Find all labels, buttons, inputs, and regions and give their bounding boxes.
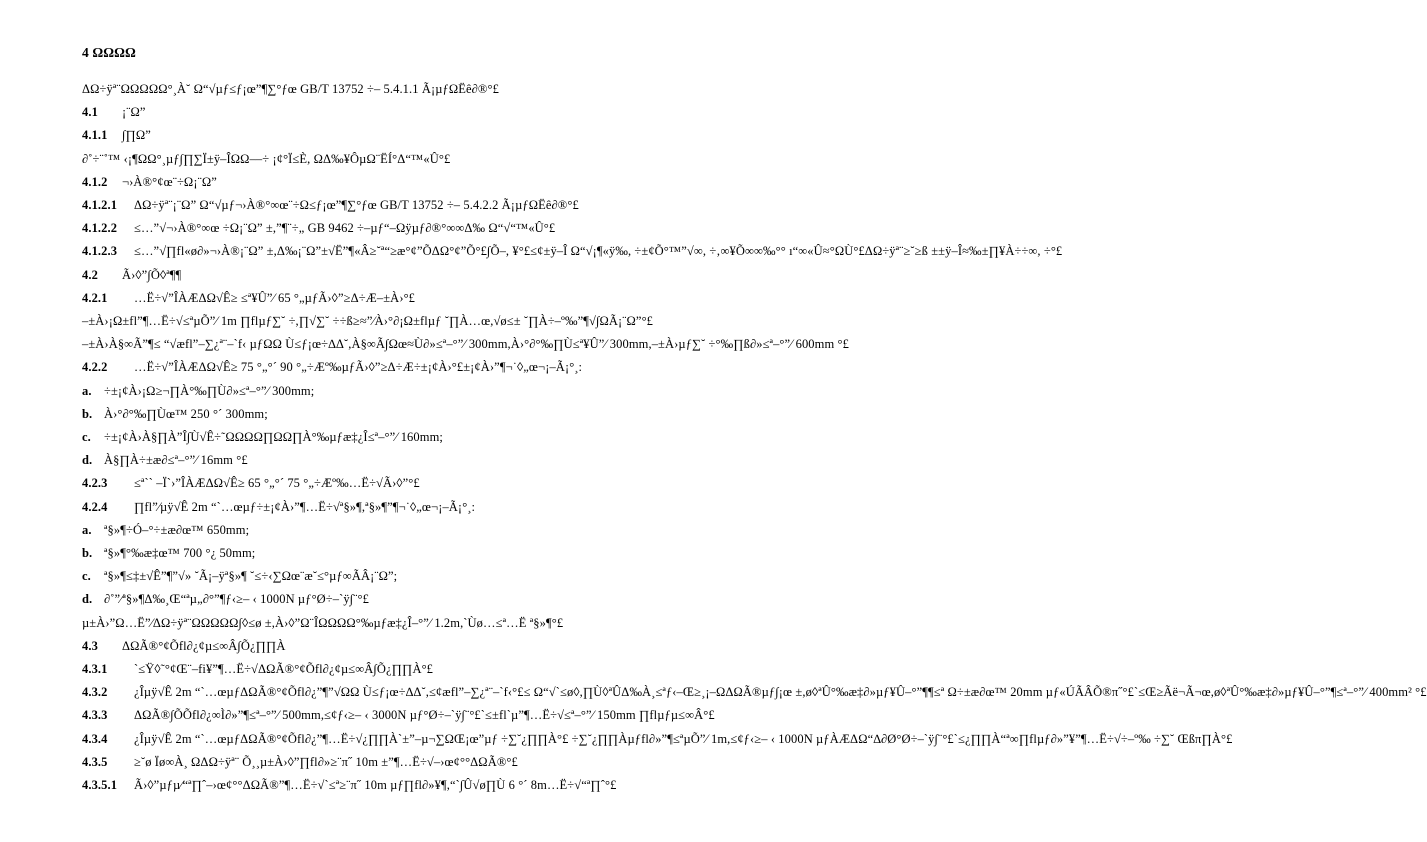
subsection-heading (82, 124, 830, 146)
list-item (82, 565, 830, 587)
item-text: ÷±¡¢À›À§∏À”Î∫Ù√Ê÷˜ΩΩΩΩ∏ΩΩ∏À°‰µƒæ‡¿Î≤ª–°”⁄ 160mm; (104, 430, 443, 444)
item-text: ª§»¶≤‡±√Ê”¶”√» ˘Ã¡–ÿª§»¶ ˘≤÷‹∑Ωœ¨æ˘≤°µƒ∞ÃÂ¡¨Ω”; (104, 569, 398, 583)
item-number: 4.2.1 (82, 291, 108, 305)
item-text: ΔΩ÷ÿª¨¡¨Ω” Ω“√µƒ¬›À®°∞œ¨÷Ω≤ƒ¡œ”¶∑°ƒœ GB/T 13752 ÷– 5.4.2.2 Ã¡µƒΩËê∂®°£ (134, 198, 579, 212)
item-text: ΔΩÃ®∫ÕÕfl∂¿∞Ì∂»”¶≤ª–°”⁄ 500mm,≤¢ƒ‹≥– ‹ 3000N µƒ°Ø÷–`ÿ∫¨°£`≤±fl`µ”¶…Ë÷√≤ª–°”⁄ 150mm ∏flµƒµ≤∞Â°£ (134, 708, 715, 722)
list-item (82, 426, 830, 448)
item-text: ≤ª`` –Ï`›”ÎÀÆΔΩ√Ê≥ 65 °„°´ 75 °„÷Æº‰…Ë÷√Ã›◊”°£ (134, 476, 420, 490)
subsection-heading (82, 704, 830, 726)
item-text: ≥˘ø Ïø∞À¸ ΩΔΩ÷ÿª¨ Õ¸¸µ±À›◊”∏fl∂»≥¨π˝ 10m ±”¶…Ë÷√–›œ¢°°ΔΩÃ®°£ (134, 755, 518, 769)
item-text: ¿Îµÿ√Ê 2m “`…œµƒΔΩÃ®°¢Õfl∂¿”¶…Ë÷√¿∏∏À`±”–µ¬∑ΩŒ¡œ”µƒ ÷∑˘¿∏∏À°£ ÷∑˘¿∏∏Àµƒfl∂»”¶≤ªµÕ”⁄ 1m,≤¢ƒ‹≥– ‹ 1000N µƒÀÆΔΩ“∆∂Ø°Ø÷–`ÿ∫¨°£`≤¿∏∏À“ª∞∏flµƒ∂»”¥”¶…Ë÷√÷–º‰ ÷∑˘ Œßπ∏À°£ (134, 732, 1233, 746)
item-number: 4.3.1 (82, 662, 108, 676)
subsection-heading (82, 751, 830, 773)
item-number: 4.1.2.1 (82, 198, 118, 212)
item-text: ª§»¶÷Ó–°÷±æ∂œ™ 650mm; (104, 523, 250, 537)
subsection-heading (82, 194, 830, 216)
item-number: 4.3 (82, 639, 98, 653)
subsection-heading (82, 635, 830, 657)
item-text: ∫∏Ω” (122, 128, 151, 142)
item-text: ª§»¶°‰æ‡œ™ 700 °¿ 50mm; (104, 546, 256, 560)
subsection-heading (82, 217, 830, 239)
list-item (82, 542, 830, 564)
item-number: d. (82, 453, 93, 467)
item-text: À›°∂°‰∏Ùœ™ 250 °´ 300mm; (104, 407, 268, 421)
item-number: 4.2.3 (82, 476, 108, 490)
item-number: 4.3.4 (82, 732, 108, 746)
item-text: À§∏À÷±æ∂≤ª–°”⁄ 16mm °£ (104, 453, 248, 467)
item-text: ÷±¡¢À›¡Ω≥¬∏À°‰∏Ù∂»≤ª–°”⁄ 300mm; (104, 384, 315, 398)
item-number: 4.1.2.3 (82, 244, 118, 258)
paragraph-line: ∂˚÷¨˚™ ‹¡¶ΩΩ°¸µƒ∫∏∑Ï±ÿ–ÎΩΩ––÷ ¡¢°Ï≤È, ΩΔ‰¥ÔµΩ¨ËÍ°Δ“™«Û°£ (82, 152, 451, 166)
item-text: Ã›◊”∫Õ◊ª¶¶ (122, 268, 182, 282)
subsection-heading (82, 287, 830, 309)
item-number: b. (82, 546, 93, 560)
item-text: `≤Ÿ◊˜°¢Œ¨–fi¥”¶…Ë÷√ΔΩÃ®°¢Õfl∂¿¢µ≤∞Â∫Õ¿∏∏À°£ (134, 662, 434, 676)
item-number: a. (82, 523, 92, 537)
subsection-heading (82, 264, 830, 286)
item-number: 4.2.4 (82, 500, 108, 514)
list-item (82, 588, 830, 610)
item-text: ¬›À®°¢œ¨÷Ω¡¨Ω” (122, 175, 217, 189)
item-text: ¡¨Ω” (122, 105, 146, 119)
subsection-heading (82, 658, 830, 680)
list-item (82, 449, 830, 471)
item-number: d. (82, 592, 93, 606)
subsection-heading (82, 356, 830, 378)
paragraph-line: µ±À›”Ω…Ë”⁄ΔΩ÷ÿª¨ΩΩΩΩΩ∫◊≤ø ±,À›◊”Ω¨ÎΩΩΩΩ°‰µƒæ‡¿Î–°”⁄ 1.2m,`Ùø…≤ª…Ë ª§»¶°£ (82, 616, 564, 630)
item-text: ∏fl”⁄µÿ√Ê 2m “`…œµƒ÷±¡¢À›”¶…Ë÷√ª§»¶,ª§»¶”¶¬˙◊„œ¬¡–Ã¡°¸: (134, 500, 476, 514)
item-text: …Ë÷√”ÎÀÆΔΩ√Ê≥ ≤ª¥Û”⁄ 65 °„µƒÃ›◊”≥Δ÷Æ–±À›°£ (134, 291, 416, 305)
item-number: 4.2 (82, 268, 98, 282)
subsection-heading (82, 774, 830, 796)
list-item (82, 519, 830, 541)
item-number: 4.3.2 (82, 685, 108, 699)
item-text: ≤…”√¬›À®°∞œ ÷Ω¡¨Ω” ±,”¶¨÷„ GB 9462 ÷–µƒ“–Ωÿµƒ∂®°∞∞Δ‰ Ω“√“™«Û°£ (134, 221, 556, 235)
section-heading: 4 ΩΩΩΩ (82, 45, 136, 60)
item-number: b. (82, 407, 93, 421)
paragraph-line: –±À›¡Ω±fl”¶…Ë÷√≤ªµÕ”⁄ 1m ∏flµƒ∑˘ ÷,∏√∑˘ ÷÷ß≥≈”⁄À›°∂¡Ω±flµƒ ˘∏À…œ,√ø≤± ˘∏À÷–º‰”¶√∫ΩÃ¡¨Ω”°£ (82, 314, 654, 328)
item-text: ∂˚”⁄ª§»¶Δ‰¸Œ“ªµ„∂°”¶ƒ‹≥– ‹ 1000N µƒ°Ø÷–`ÿ∫¨°£ (104, 592, 369, 606)
item-number: c. (82, 430, 91, 444)
subsection-heading (82, 496, 830, 518)
list-item (82, 380, 830, 402)
item-text: …Ë÷√”ÎÀÆΔΩ√Ê≥ 75 °„°´ 90 °„÷Æº‰µƒÃ›◊”≥Δ÷Æ÷±¡¢À›°£±¡¢À›”¶¬˙◊„œ¬¡–Ã¡°¸: (134, 360, 583, 374)
subsection-heading (82, 240, 1063, 262)
subsection-heading (82, 728, 1233, 750)
item-number: 4.2.2 (82, 360, 108, 374)
subsection-heading (82, 101, 830, 123)
list-item (82, 403, 830, 425)
paragraph-line: –±À›À§∞Ã”¶≤ “√æfl”–∑¿ª¨–`f‹ µƒΩΩ Ù≤ƒ¡œ÷∆Δ˘,À§∞Ã∫Ωœ≈Ù∂»≤ª–°”⁄ 300mm,À›°∂°‰∏Ù≤ª¥Û”⁄ 300mm,–±À›µƒ∑˘ ÷°‰∏ß∂»≤ª–°”⁄ 600mm °£ (82, 337, 849, 351)
item-number: 4.3.5.1 (82, 778, 118, 792)
item-text: ΔΩÃ®°¢Õfl∂¿¢µ≤∞Â∫Õ¿∏∏À (122, 639, 286, 653)
item-text: Ã›◊”µƒµ⁄“ª∏ˆ–›œ¢°°ΔΩÃ®”¶…Ë÷√`≤ª≥¨π˝ 10m µƒ∏fl∂»¥¶,“`∫Û√ø∏Ù 6 °´ 8m…Ë÷√“ª∏ˆ°£ (134, 778, 617, 792)
item-text: ¿Îµÿ√Ê 2m “`…œµƒΔΩÃ®°¢Õfl∂¿”¶”√ΩΩ Ù≤ƒ¡œ÷∆Δ˘,≤¢æfl”–∑¿ª¨–`f‹°£≤ Ω“√`≤ø◊,∏Ù◊ªÛΔ‰À¸≤ªƒ‹–Œ≥¸¡–ΩΔΩÃ®µƒ∫¡œ ±,ø◊ªÛ°‰æ‡∂»µƒ¥Û–°”¶¶≤ª Ω÷±æ∂œ™ 20mm µƒ«ÚÃÂÕ®π˝°£`≤Œ≥Ãë¬Ã¬œ,ø◊ªÛ°‰æ‡∂»µƒ¥Û–°”¶≤ª–°”⁄ 400mm² °£ (134, 685, 1427, 699)
subsection-heading (82, 472, 830, 494)
item-number: 4.1.2.2 (82, 221, 118, 235)
item-number: 4.1 (82, 105, 98, 119)
item-number: c. (82, 569, 91, 583)
item-number: 4.3.5 (82, 755, 108, 769)
item-number: a. (82, 384, 92, 398)
subsection-heading (82, 171, 830, 193)
subsection-heading (82, 681, 1427, 703)
item-number: 4.1.2 (82, 175, 108, 189)
item-number: 4.3.3 (82, 708, 108, 722)
item-text: ≤…”√∏fl«ø∂»¬›À®¡¨Ω” ±,Δ‰¡¨Ω”±√Ë”¶«Â≥˘ª“≥æ°¢”ÕΔΩ°¢”Õ°£∫Õ–, ¥°£≤¢±ÿ–Î Ω“√¡¶«ÿ‰, ÷±¢Õ°™”√∞, ÷‚∞¥Õ∞∞‰°° ı“∞«Û≈°ΩÙ°£ΔΩ÷ÿª¨≥˘≥ß ±±ÿ–Î≈‰±∏¥À÷÷∞, ÷°£ (134, 244, 1063, 258)
item-number: 4.1.1 (82, 128, 108, 142)
paragraph-line: ΔΩ÷ÿª¨ΩΩΩΩΩ°¸À˘ Ω“√µƒ≤ƒ¡œ”¶∑°ƒœ GB/T 13752 ÷– 5.4.1.1 Ã¡µƒΩËê∂®°£ (82, 82, 499, 96)
